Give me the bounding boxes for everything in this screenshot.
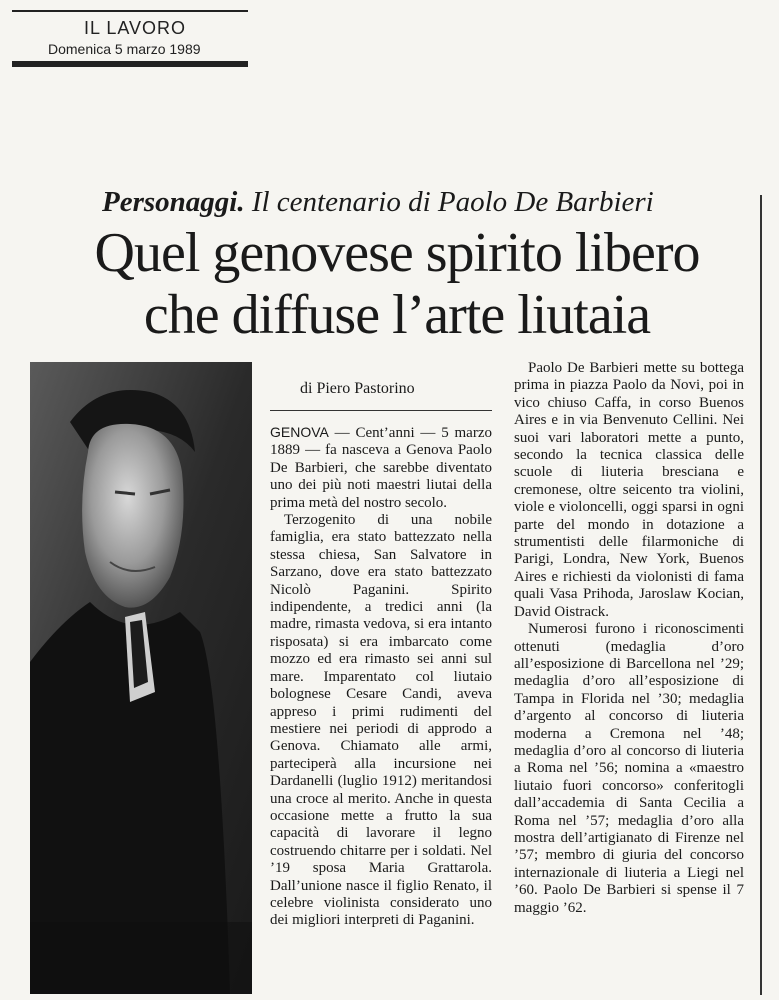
article-headline bbox=[42, 222, 752, 346]
masthead-bottom-rule bbox=[12, 61, 248, 67]
article-kicker bbox=[102, 186, 654, 219]
headline-line-2: che diffuse l’arte liutaia bbox=[143, 284, 651, 346]
masthead-top-rule bbox=[12, 10, 248, 12]
masthead bbox=[12, 10, 248, 67]
kicker-section: Personaggi. bbox=[102, 186, 245, 218]
publication-date: Domenica 5 marzo 1989 bbox=[48, 41, 201, 57]
paragraph: Terzogenito di una nobile famiglia, era stato battezzato nella stessa chiesa, San Salvatore in Sarzano, dove era stato battezzato Nicolò Paganini. Spirito indipendente, a tredici anni (la madre, rimasta vedova, si era intanto risposata) si era imbarcato come mozzo ed era rimasto sei anni sul mare. Imparentato col liutaio bolognese Cesare Candi, aveva appreso i primi rudimenti del mestiere nei periodi di approdo a Genova. Chiamato alle armi, parteciperà alla incursione nei Dardanelli (luglio 1912) meritandosi una croce al merito. Anche in questa occasione mette a frutto la sua capacità di lavorare il legno costruendo chitarre per i soldati. Nel ’19 sposa Maria Grattarola. Dall’unione nasce il figlio Renato, il celebre violinista considerato uno dei migliori interpreti di Paganini. bbox=[270, 512, 492, 929]
paragraph: Numerosi furono i riconoscimenti ottenuti (medaglia d’oro all’esposizione di Barcellona nel ’29; medaglia d’oro all’esposizione di Tampa in Florida nel ’30; medaglia d’argento al concorso di liuteria moderna a Cremona nel ’48; medaglia d’oro al concorso di liuteria a Roma nel ’56; nomina a «maestro liutaio fuori concorso» conferitogli dall’accademia di Santa Cecilia a Roma nel ’57; medaglia d’oro alla mostra dell’artigianato di Firenze nel ’57; membro di giuria del concorso internazionale di liuteria a Liegi nel ’60. Paolo De Barbieri si spense il 7 maggio ’62. bbox=[514, 621, 744, 916]
clipping-edge-line bbox=[760, 195, 762, 995]
article-byline: di Piero Pastorino bbox=[300, 380, 415, 397]
dateline: GENOVA bbox=[270, 424, 329, 440]
headline-line-1: Quel genovese spirito libero bbox=[94, 222, 700, 284]
byline-rule bbox=[270, 410, 492, 411]
paragraph-text: — Cent’anni — 5 marzo 1889 — fa nasceva a Genova Paolo De Barbieri, che sarebbe diventato uno dei più noti maestri liutai della prima metà del nostro secolo. bbox=[270, 425, 492, 511]
paragraph: Paolo De Barbieri mette su bottega prima in piazza Paolo da Novi, poi in vico chiuso Caffa, in corso Buenos Aires e in via Benvenuto Cellini. Nei suoi vari laboratori mette a punto, secondo la tecnica classica delle scuole di liuteria bresciana e cremonese, oltre seicento tra violini, viole e violoncelli, oggi sparsi in ogni parte del mondo in dotazione a strumentisti delle filarmoniche di Parigi, Londra, New York, Buenos Aires e richiesti da violonisti di fama quali Vasa Prihoda, Jaroslaw Kocian, David Oistrack. bbox=[514, 360, 744, 620]
newspaper-name: IL LAVORO bbox=[84, 18, 187, 38]
article-column-2 bbox=[514, 360, 744, 917]
article-column-1 bbox=[270, 424, 492, 930]
portrait-photo bbox=[30, 362, 252, 994]
kicker-subtitle: Il centenario di Paolo De Barbieri bbox=[244, 186, 654, 218]
paragraph bbox=[270, 424, 492, 512]
